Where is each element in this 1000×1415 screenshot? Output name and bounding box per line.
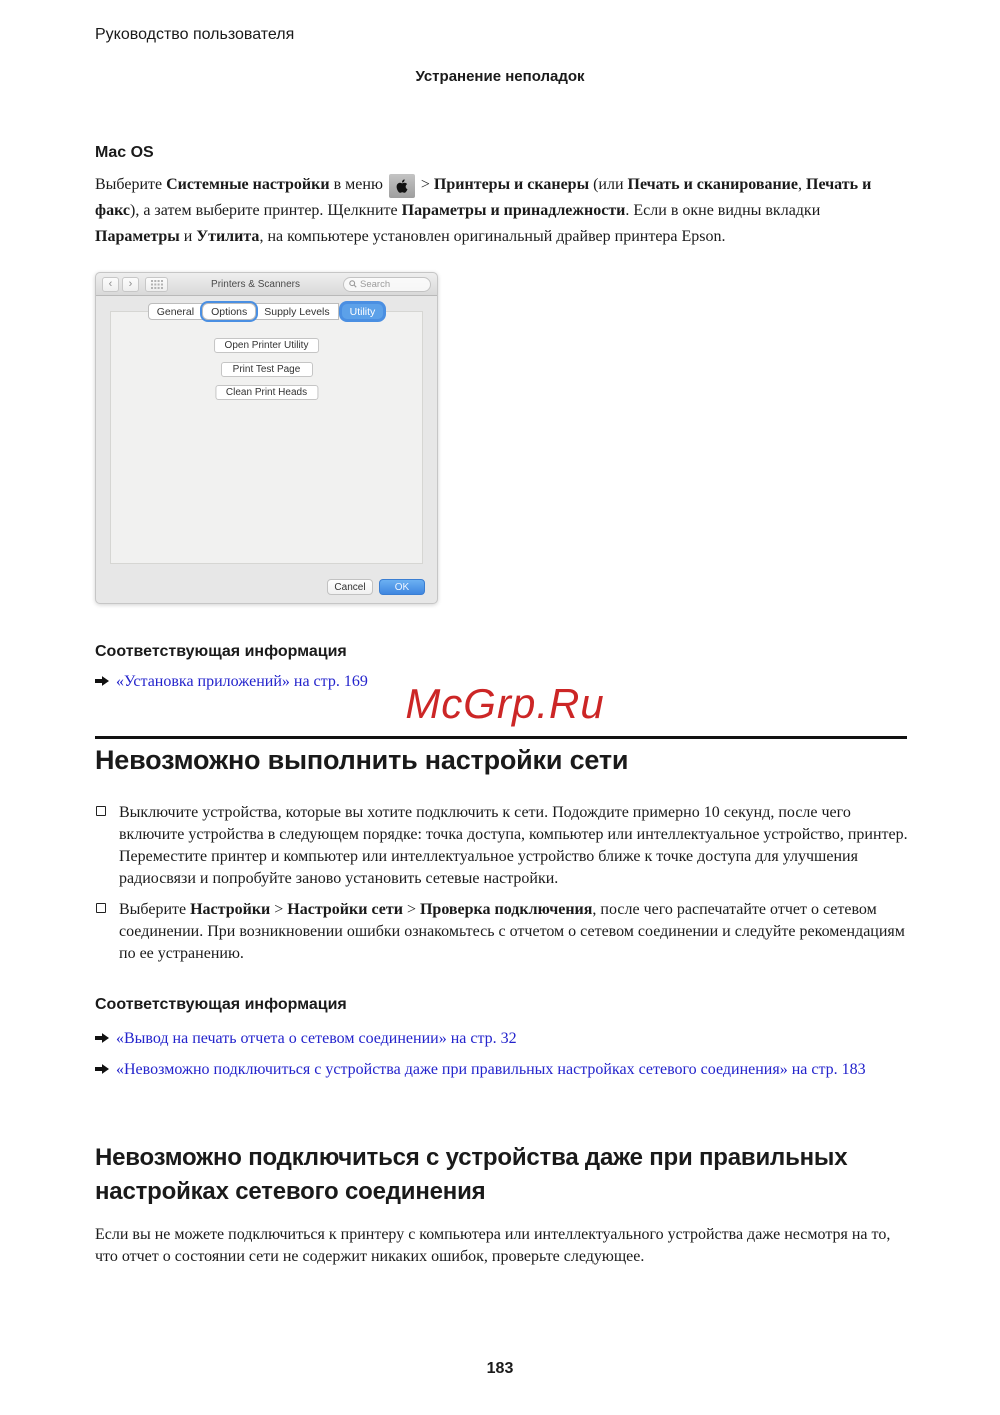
- doc-header-center: Устранение неполадок: [415, 68, 585, 85]
- show-all-button[interactable]: [145, 277, 168, 292]
- text-run-bold: Настройки сети: [287, 901, 403, 918]
- apple-menu-icon: [389, 174, 415, 198]
- text-run-bold: Настройки: [190, 901, 271, 918]
- clean-print-heads-button[interactable]: Clean Print Heads: [215, 385, 318, 400]
- text-run: >: [402, 901, 420, 918]
- text-run: ,: [798, 176, 806, 193]
- link-cannot-connect[interactable]: «Невозможно подключиться с устройства даже при правильных настройках сетевого соединения» на стр. 183: [116, 1061, 866, 1078]
- text-run: >: [270, 901, 288, 918]
- link-install-apps[interactable]: «Установка приложений» на стр. 169: [116, 673, 368, 690]
- chevron-left-icon: ‹: [108, 277, 113, 290]
- dialog-title: Printers & Scanners: [211, 278, 300, 290]
- text-run: Выберите: [119, 901, 191, 918]
- search-placeholder: Search: [360, 278, 391, 290]
- search-icon: [349, 280, 357, 288]
- arrow-right-icon: [95, 1060, 109, 1072]
- related-link-line: [95, 1028, 907, 1049]
- square-bullet-icon: [96, 806, 106, 816]
- text-run-bold: Печать и сканирование: [627, 176, 798, 193]
- text-run: (или: [589, 176, 628, 193]
- ok-button[interactable]: OK: [379, 579, 425, 595]
- text-run: Выберите: [95, 176, 167, 193]
- search-field[interactable]: [343, 277, 431, 292]
- text-run: , после чего распечатайте отчет о сетевом соединении. При возникновении ошибки ознакомьтесь с отчетом о сетевом соединении и следуйте рекомендациям по ее устранению.: [119, 901, 905, 962]
- link-network-report[interactable]: «Вывод на печать отчета о сетевом соединении» на стр. 32: [116, 1030, 517, 1047]
- text-run-bold: Параметры и принадлежности: [401, 202, 626, 219]
- tab-options[interactable]: Options: [202, 303, 256, 320]
- grid-icon: [151, 280, 163, 289]
- square-bullet-icon: [96, 903, 106, 913]
- section2-heading: Невозможно подключиться с устройства даже при правильных настройках сетевого соединения: [95, 1144, 848, 1205]
- chevron-right-icon: ›: [128, 277, 133, 290]
- print-test-page-button[interactable]: Print Test Page: [221, 362, 313, 377]
- tab-general[interactable]: General: [148, 303, 203, 320]
- mcgrp-watermark: McGrp.Ru: [405, 680, 605, 727]
- related-link-line: [95, 1059, 907, 1080]
- text-run: и: [179, 228, 197, 245]
- text-run: . Если в окне видны вкладки: [625, 202, 821, 219]
- dialog-titlebar: [96, 273, 437, 296]
- text-run-bold: Принтеры и сканеры: [433, 176, 590, 193]
- open-printer-utility-button[interactable]: Open Printer Utility: [214, 338, 320, 353]
- arrow-right-icon: [95, 1029, 109, 1041]
- bullet-text: Выключите устройства, которые вы хотите подключить к сети. Подождите примерно 10 секунд, после чего включите устройства в следующем порядке: точка доступа, компьютер или интеллектуальное устройство, принтер. Переместите принтер и компьютер или интеллектуальное устройство ближе к точке доступа для улучшения радиосвязи и попробуйте заново установить сетевые настройки.: [119, 804, 908, 887]
- text-run-bold: Проверка подключения: [419, 901, 593, 918]
- text-run: , на компьютере установлен оригинальный драйвер принтера Epson.: [259, 228, 726, 245]
- macos-heading: Mac OS: [95, 144, 154, 161]
- dialog-tab-bar: [96, 303, 437, 320]
- section1-heading: Невозможно выполнить настройки сети: [95, 745, 629, 775]
- bullet-item-2: [95, 899, 909, 965]
- forward-button[interactable]: [122, 277, 139, 292]
- text-run: ), а затем выберите принтер. Щелкните: [130, 202, 402, 219]
- text-run-bold: Параметры: [95, 228, 180, 245]
- back-button[interactable]: [102, 277, 119, 292]
- cancel-button[interactable]: Cancel: [327, 579, 373, 595]
- printers-scanners-dialog: [95, 272, 438, 604]
- related-info-heading-2: Соответствующая информация: [95, 996, 347, 1013]
- page-number: 183: [486, 1360, 514, 1377]
- macos-paragraph: [95, 172, 907, 250]
- text-run-bold: Системные настройки: [166, 176, 330, 193]
- bullet-item-1: [95, 802, 909, 890]
- text-run-bold: Утилита: [196, 228, 260, 245]
- text-run: >: [416, 176, 434, 193]
- related-info-heading-1: Соответствующая информация: [95, 643, 347, 660]
- text-run-bold: Печать и факс: [95, 176, 872, 219]
- section-divider: [95, 736, 907, 739]
- tab-supply-levels[interactable]: Supply Levels: [255, 303, 338, 320]
- text-run: в меню: [329, 176, 387, 193]
- tab-utility[interactable]: Utility: [341, 303, 385, 320]
- section2-paragraph: Если вы не можете подключиться к принтеру с компьютера или интеллектуального устройства даже несмотря на то, что отчет о состоянии сети не содержит никаких ошибок, проверьте следующее.: [95, 1226, 891, 1265]
- doc-header-left: Руководство пользователя: [95, 26, 295, 43]
